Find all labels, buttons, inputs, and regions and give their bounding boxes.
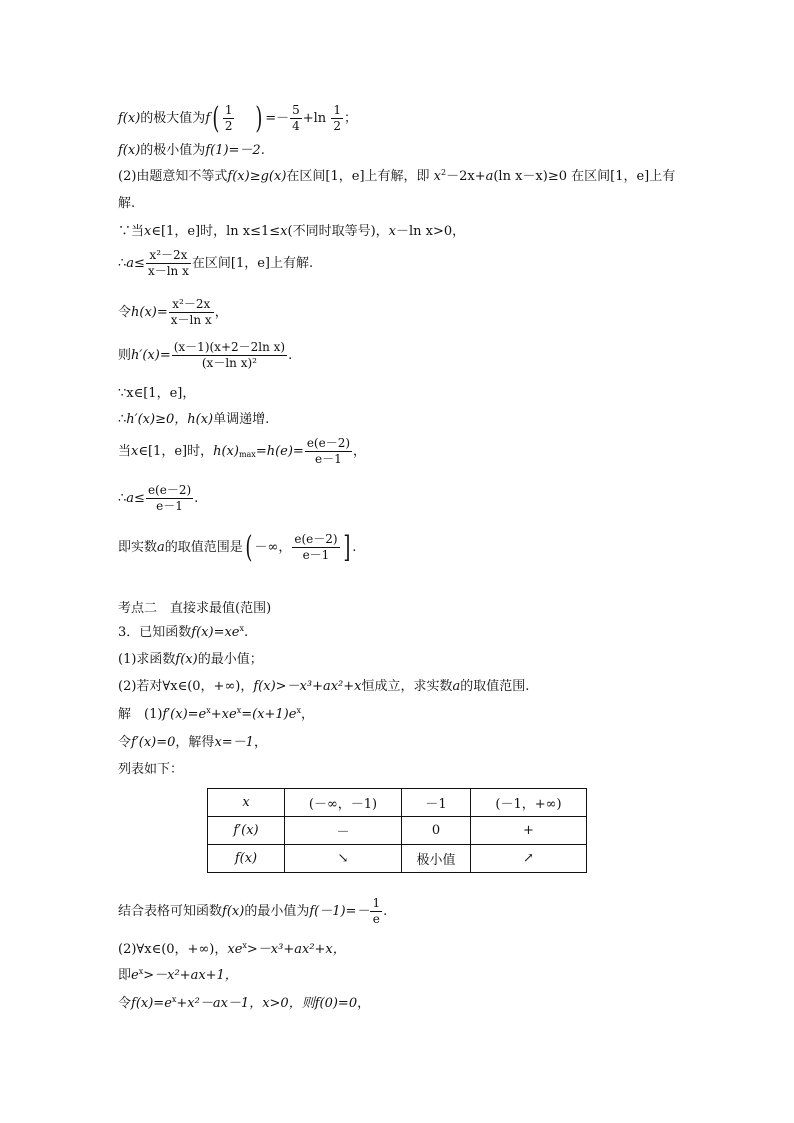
- line-12: [118, 483, 198, 514]
- fraction: [292, 532, 339, 563]
- line-2: [118, 143, 265, 159]
- line-13: [118, 529, 357, 565]
- superscript: x: [171, 995, 177, 1004]
- text: =－: [265, 111, 290, 126]
- line-21: [118, 896, 387, 927]
- text: >－x²+ax+1，: [143, 968, 238, 983]
- text: +xe: [210, 707, 237, 722]
- numerator: e(e－2): [306, 436, 351, 450]
- text: f(x): [222, 904, 245, 919]
- table-cell: ↗: [471, 845, 587, 873]
- text: (2)由题意知不等式: [118, 169, 228, 184]
- text: ，: [214, 305, 228, 320]
- text: =: [156, 305, 168, 320]
- text: =: [159, 348, 171, 363]
- text: ，解得: [175, 735, 215, 750]
- text: f′(x)=0: [131, 735, 176, 750]
- fraction: [305, 436, 352, 467]
- fraction: [223, 103, 235, 134]
- text: f(x)≥g(x): [227, 169, 287, 184]
- line-24: [118, 996, 370, 1012]
- text: 的最小值；: [197, 652, 263, 667]
- text: a: [485, 169, 494, 184]
- text: a: [126, 491, 135, 506]
- denominator: 2: [224, 119, 233, 133]
- text: (不同时取等号)，: [287, 224, 389, 239]
- left-bracket: (: [245, 529, 253, 565]
- text: f(x)=xe: [191, 625, 240, 640]
- text: 令: [118, 735, 132, 750]
- text: 令: [118, 305, 132, 320]
- text: －2x+: [446, 169, 486, 184]
- numerator: 1: [224, 103, 233, 117]
- table-cell: ↘: [285, 845, 402, 873]
- denominator: x－ln x: [170, 313, 212, 327]
- table-cell: (－∞，－1): [285, 789, 402, 817]
- text: f(x)>－x³+ax²+x: [253, 679, 362, 694]
- sign-table: [207, 788, 587, 873]
- numerator: e(e－2): [147, 483, 192, 497]
- text: ∴: [118, 491, 127, 506]
- table-row: [208, 789, 587, 817]
- text: f: [205, 111, 211, 126]
- line-10: [118, 412, 269, 428]
- text: a: [452, 679, 461, 694]
- text: 的取值范围.: [460, 679, 530, 694]
- line-16: [118, 652, 263, 668]
- text: －ln x>0，: [396, 224, 466, 239]
- numerator: (x－1)(x+2－2ln x): [173, 340, 286, 354]
- text: f(x): [118, 111, 141, 126]
- text: =h(e)=: [255, 444, 304, 459]
- text: 即: [118, 968, 132, 983]
- table-cell: (－1，+∞): [471, 789, 587, 817]
- line-7: [118, 297, 228, 328]
- denominator: e－1: [315, 452, 342, 466]
- text: 解.: [118, 196, 136, 211]
- text: .: [288, 348, 293, 363]
- denominator: 2: [333, 119, 341, 133]
- text: ，: [300, 707, 314, 722]
- text: f(x)=e: [131, 996, 172, 1011]
- text: 的极大值为: [140, 111, 206, 126]
- denominator: x－ln x: [147, 264, 189, 278]
- text: ∈[1，e]时，: [138, 444, 214, 459]
- text: a: [126, 256, 135, 271]
- paren: (: [212, 100, 220, 136]
- line-5: [118, 224, 465, 240]
- text: (2)∀x∈(0，+∞)，: [118, 942, 228, 957]
- text: x=－1: [214, 735, 254, 750]
- numerator: e(e－2): [294, 532, 338, 546]
- table-cell: x: [208, 789, 285, 817]
- text: h′(x)≥0，h(x): [126, 412, 214, 427]
- denominator: e: [372, 912, 380, 926]
- text: .: [244, 625, 249, 640]
- superscript: x: [138, 967, 144, 976]
- superscript: x: [206, 706, 211, 715]
- text: +ln: [302, 111, 327, 126]
- numerator: 5: [292, 103, 300, 117]
- fraction: [146, 483, 193, 514]
- denominator: e－1: [156, 499, 183, 513]
- superscript: x: [242, 941, 247, 950]
- text: 的极小值为: [140, 143, 206, 158]
- text: ∴: [118, 256, 127, 271]
- text: 单调递增.: [213, 412, 270, 427]
- fraction: [146, 248, 191, 279]
- text: +x²－ax－1，x>0，则: [176, 996, 315, 1011]
- denominator: (x－ln x)²: [201, 356, 257, 370]
- text: f(－1)=－: [309, 904, 370, 919]
- line-8: [118, 340, 292, 371]
- text: ，: [253, 735, 267, 750]
- text: x: [144, 224, 152, 239]
- text: ，: [353, 444, 367, 459]
- table-cell: 0: [402, 817, 471, 845]
- text: x: [131, 444, 139, 459]
- fraction: [169, 297, 214, 328]
- text: ，: [357, 996, 371, 1011]
- text: a: [157, 540, 165, 555]
- text: .: [383, 904, 388, 919]
- text: .: [194, 491, 199, 506]
- line-1: [118, 100, 357, 136]
- text: f(1)=－2.: [205, 143, 265, 158]
- text: h′(x): [131, 348, 160, 363]
- text: ∈[1，e]时，ln x≤1≤: [151, 224, 281, 239]
- line-15: [118, 625, 248, 641]
- line-18: [118, 707, 314, 723]
- text: (1)求函数: [118, 652, 176, 667]
- text: 恒成立，求实数: [361, 679, 453, 694]
- numerator: 1: [333, 103, 341, 117]
- line-3: (2)由题意知不等式f(x)≥g(x)在区间[1，e]上有解，即 $x^2-2x+a(\ln$ x－x)≥0 在区间[1，e]上有: [118, 168, 676, 184]
- line-9: [118, 386, 195, 402]
- table-cell: －1: [402, 789, 471, 817]
- superscript: x: [296, 706, 301, 715]
- table-cell: +: [471, 817, 587, 845]
- line-20: [118, 762, 183, 778]
- section-heading: [118, 601, 271, 617]
- text: 解 (1): [118, 707, 163, 722]
- line-19: [118, 735, 267, 751]
- line-11: [118, 436, 366, 467]
- paren: ): [255, 100, 263, 136]
- denominator: 4: [292, 119, 300, 133]
- text: f(x): [175, 652, 198, 667]
- line-4: [118, 196, 135, 212]
- text: >－x³+ax²+x，: [246, 942, 346, 957]
- superscript: x: [236, 706, 242, 715]
- text: (ln x－x)≥0: [493, 169, 567, 184]
- text: h(x): [131, 305, 157, 320]
- text: 令: [118, 996, 132, 1011]
- text: x: [280, 224, 288, 239]
- table-cell: 极小值: [402, 845, 471, 873]
- text: 考点二 直接求最值(范围): [118, 601, 272, 616]
- numerator: x²－2x: [169, 297, 214, 313]
- line-6: [118, 248, 313, 279]
- text: －∞，: [254, 540, 292, 555]
- numerator: 1: [372, 896, 381, 910]
- subscript: max: [238, 450, 256, 459]
- text: 的取值范围是: [164, 540, 243, 555]
- table-cell: f(x): [208, 845, 285, 873]
- fraction: [331, 103, 343, 134]
- text: xe: [227, 942, 243, 957]
- text: ≤: [134, 256, 145, 271]
- superscript: x: [239, 624, 245, 633]
- text: ；: [343, 111, 357, 126]
- line-23: [118, 968, 238, 984]
- text: 结合表格可知函数: [118, 904, 223, 919]
- text: 则: [118, 348, 132, 363]
- table-row: [208, 817, 587, 845]
- text: f′(x)=e: [162, 707, 207, 722]
- line-17: [118, 679, 529, 695]
- table-cell: －: [285, 817, 402, 845]
- denominator: e－1: [302, 548, 330, 562]
- table-row: [208, 845, 587, 873]
- text: 的最小值为: [244, 904, 310, 919]
- fraction: [370, 896, 382, 927]
- text: ∵x∈[1，e]，: [118, 386, 196, 401]
- text: e: [131, 968, 139, 983]
- text: ≤: [134, 491, 145, 506]
- text: h(x): [213, 444, 239, 459]
- text: 列表如下：: [118, 762, 184, 777]
- fraction: [172, 340, 287, 371]
- text: x: [433, 169, 441, 184]
- right-bracket: ]: [342, 529, 350, 565]
- fraction: [290, 103, 302, 134]
- text: =(x+1)e: [241, 707, 297, 722]
- text: ∴: [118, 412, 127, 427]
- text: (2)若对∀x∈(0，+∞)，: [118, 679, 254, 694]
- text: f(x): [118, 143, 141, 158]
- text: 在区间[1，e]上有解.: [191, 256, 314, 271]
- table-cell: f′(x): [208, 817, 285, 845]
- text: 3．已知函数: [118, 625, 192, 640]
- text: .: [352, 540, 357, 555]
- text: x: [388, 224, 396, 239]
- text: ∵当: [118, 224, 145, 239]
- text: f(0)=0: [314, 996, 358, 1011]
- text: 当: [118, 444, 132, 459]
- text: 即实数: [118, 540, 158, 555]
- line-22: [118, 942, 346, 958]
- text: 在区间[1，e]上有: [571, 169, 676, 184]
- numerator: x²－2x: [146, 248, 191, 264]
- text: 在区间[1，e]上有解，即: [286, 169, 430, 184]
